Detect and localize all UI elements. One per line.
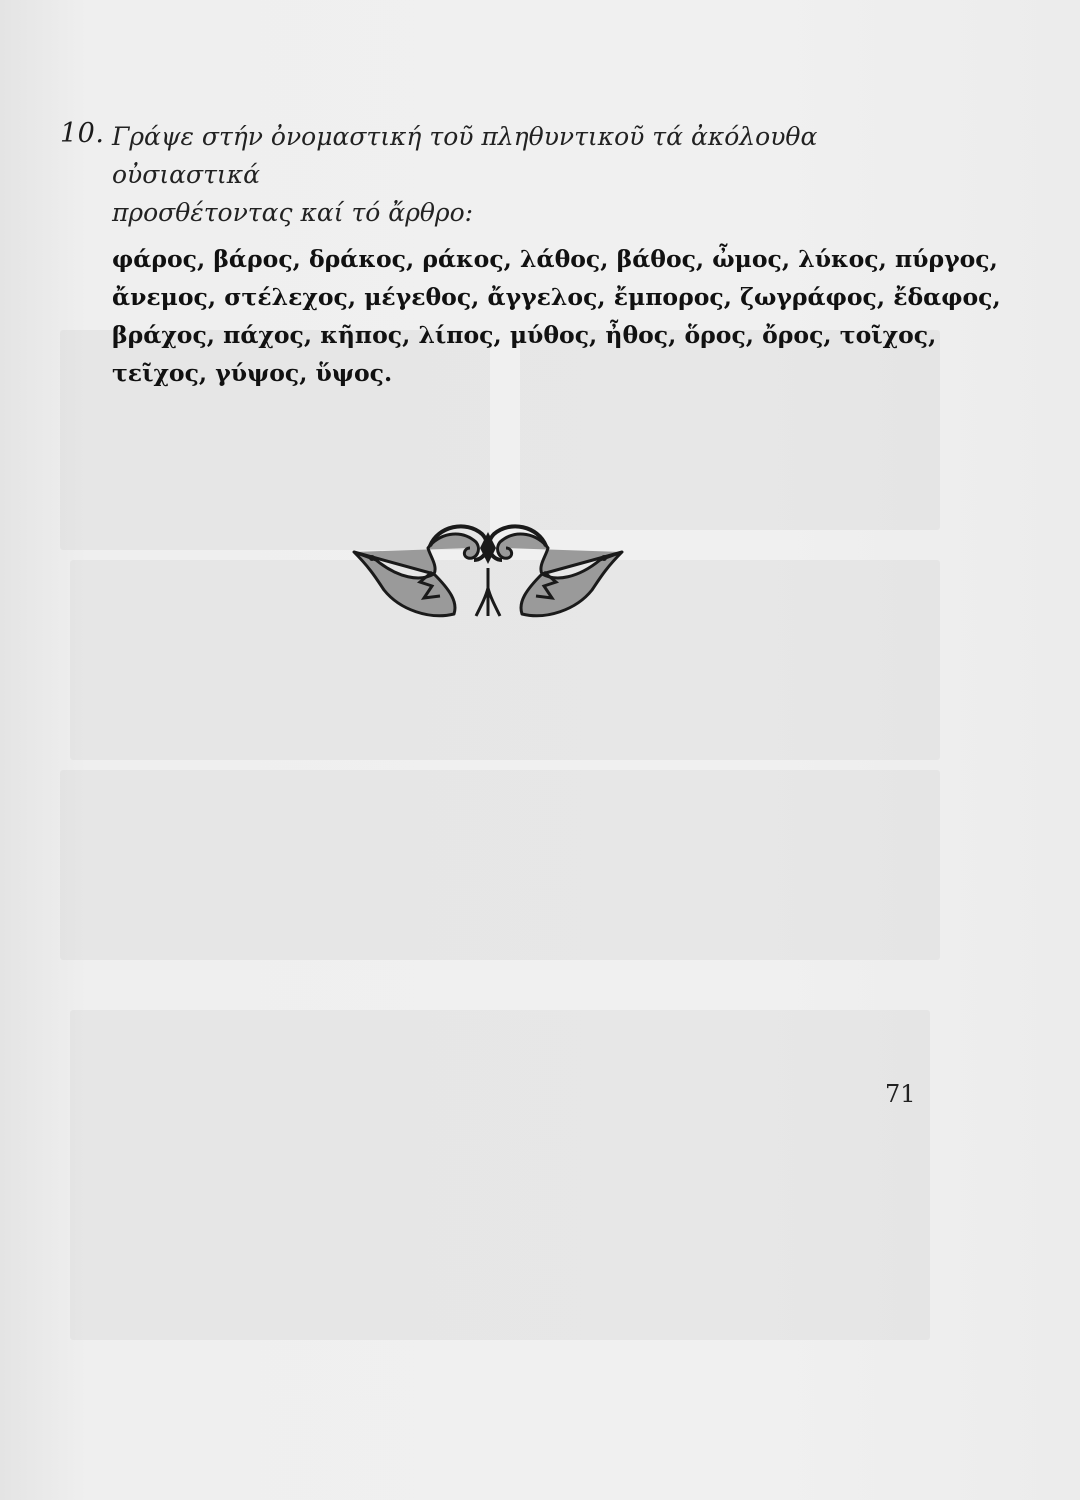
- word-list-line: τεῖχος, γύψος, ὕψος.: [112, 359, 393, 387]
- exercise-10: [60, 118, 1001, 392]
- word-list-line: βράχος, πάχος, κῆπος, λίπος, μύθος, ἦθος, ὅρος, ὄρος, τοῖχος,: [112, 321, 937, 349]
- bleed-through-block: [60, 770, 940, 960]
- instruction-line: Γράψε στήν ὀνομαστική τοῦ πληθυντικοῦ τά ἀκόλουθα οὐσιαστικά: [112, 122, 818, 189]
- two-birds-ornament-icon: [346, 516, 630, 626]
- word-list-line: φάρος, βάρος, δράκος, ράκος, λάθος, βάθος, ὦμος, λύκος, πύργος,: [112, 245, 998, 273]
- word-list-line: ἄνεμος, στέλεχος, μέγεθος, ἄγγελος, ἔμπορος, ζωγράφος, ἔδαφος,: [112, 283, 1001, 311]
- noun-word-list: [112, 240, 1001, 392]
- exercise-number: 10.: [60, 118, 105, 149]
- instruction-line: προσθέτοντας καί τό ἄρθρο:: [112, 198, 474, 227]
- page-number: 71: [885, 1080, 916, 1108]
- bleed-through-block: [70, 1010, 930, 1340]
- exercise-instruction: [112, 118, 920, 232]
